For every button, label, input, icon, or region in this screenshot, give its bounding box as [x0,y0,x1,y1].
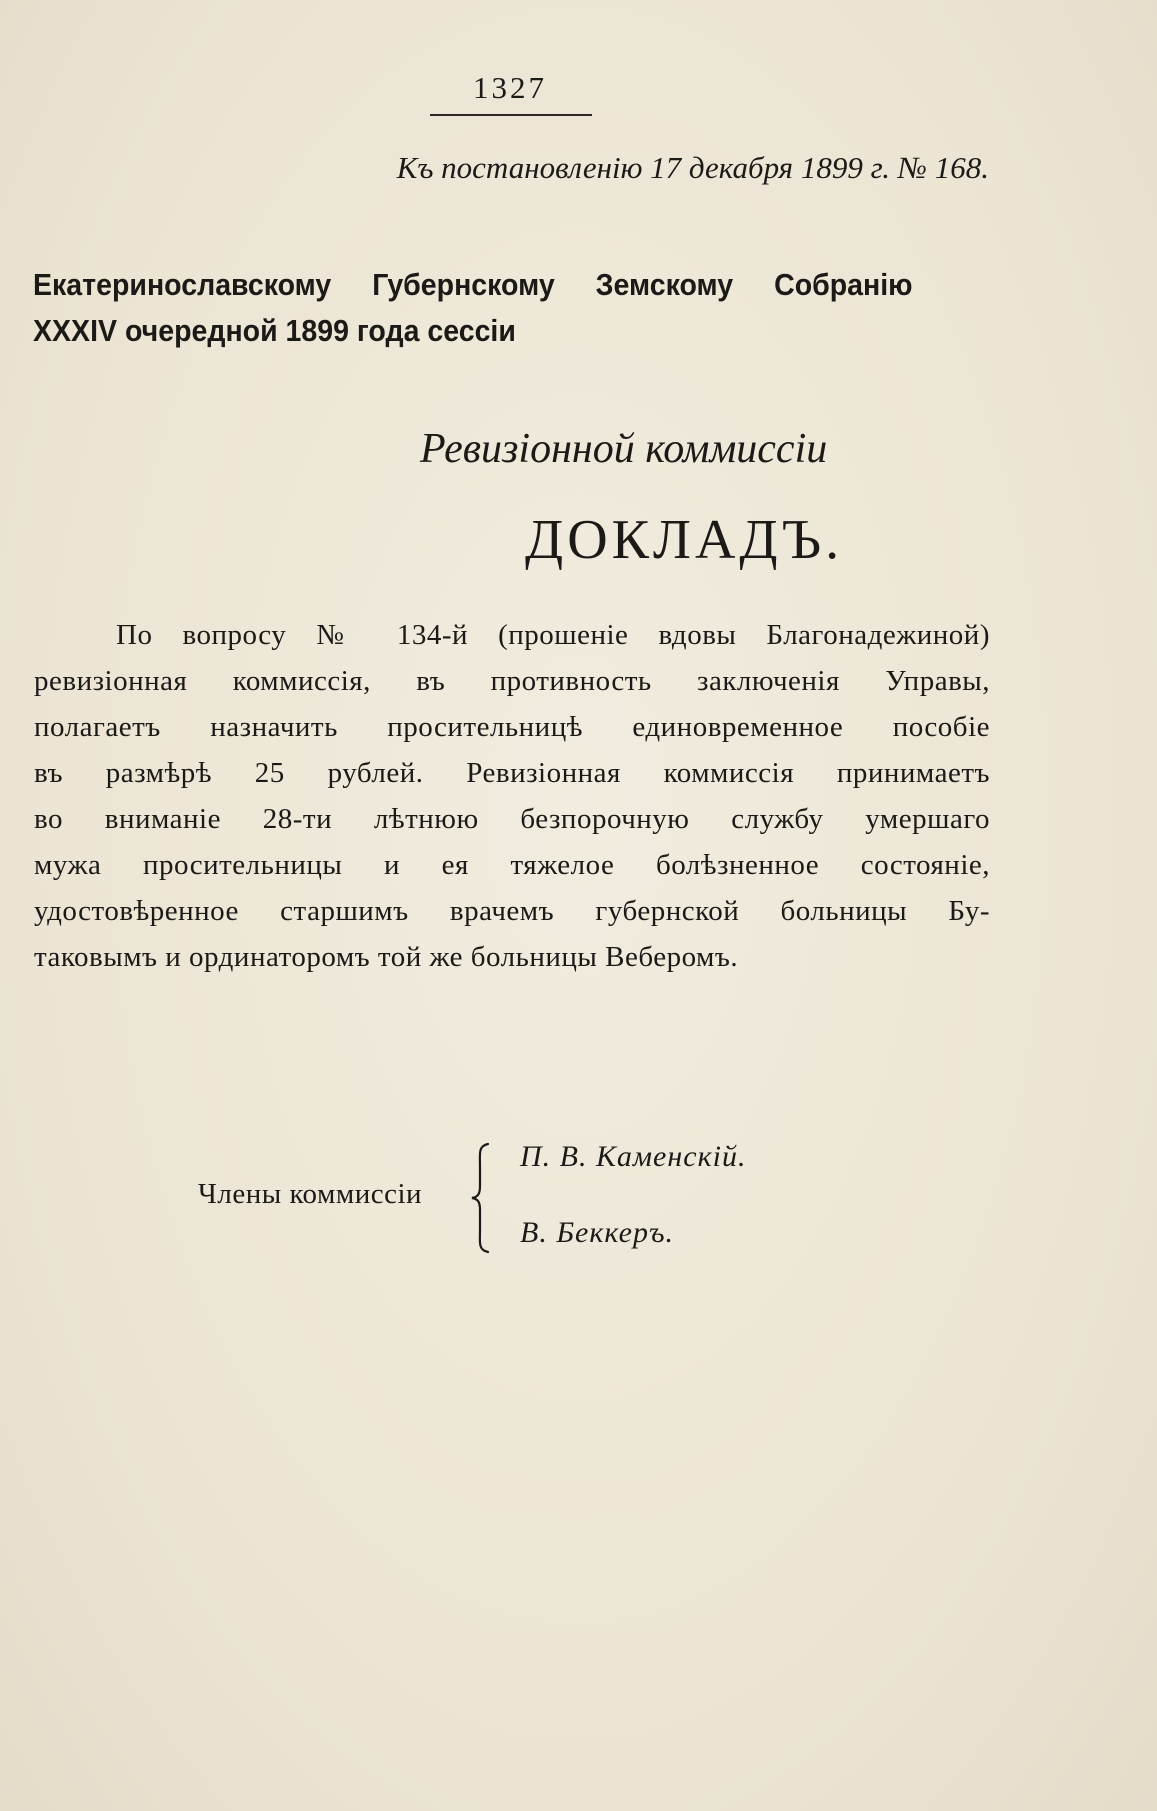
member-signature: П. В. Каменскій. [520,1140,747,1173]
member-signature: В. Беккеръ. [520,1216,675,1249]
addressee-line-2: XXXIV очередной 1899 года сессіи [33,313,516,348]
body-line: во вниманіе 28-ти лѣтнюю безпорочную службу умершаго [34,803,990,835]
commission-title: Ревизіонной коммиссіи [420,426,828,472]
page-number: 1327 [473,70,547,105]
decree-reference: Къ постановленію 17 декабря 1899 г. № 168. [396,150,989,185]
addressee-line-1: Екатеринославскому Губернскому Земскому Собранію [33,267,913,302]
body-line: мужа просительницы и ея тяжелое болѣзненное состояніе, [34,849,990,881]
report-body [34,612,990,980]
body-line: въ размѣрѣ 25 рублей. Ревизіонная коммиссія принимаетъ [34,757,990,789]
page-number-rule [430,114,592,116]
body-line: таковымъ и ординаторомъ той же больницы Веберомъ. [34,941,739,973]
body-line: удостовѣренное старшимъ врачемъ губернской больницы Бу- [34,895,990,927]
curly-brace-icon [468,1142,494,1254]
body-line: По вопросу № 134-й (прошеніе вдовы Благонадежиной) [116,619,990,651]
body-line: полагаетъ назначить просительницѣ единовременное пособіе [34,711,990,743]
report-title: ДОКЛАДЪ. [525,509,844,571]
body-line: ревизіонная коммиссія, въ противность заключенія Управы, [34,665,990,697]
members-label: Члены коммиссіи [198,1178,423,1210]
addressee-block [33,262,913,354]
